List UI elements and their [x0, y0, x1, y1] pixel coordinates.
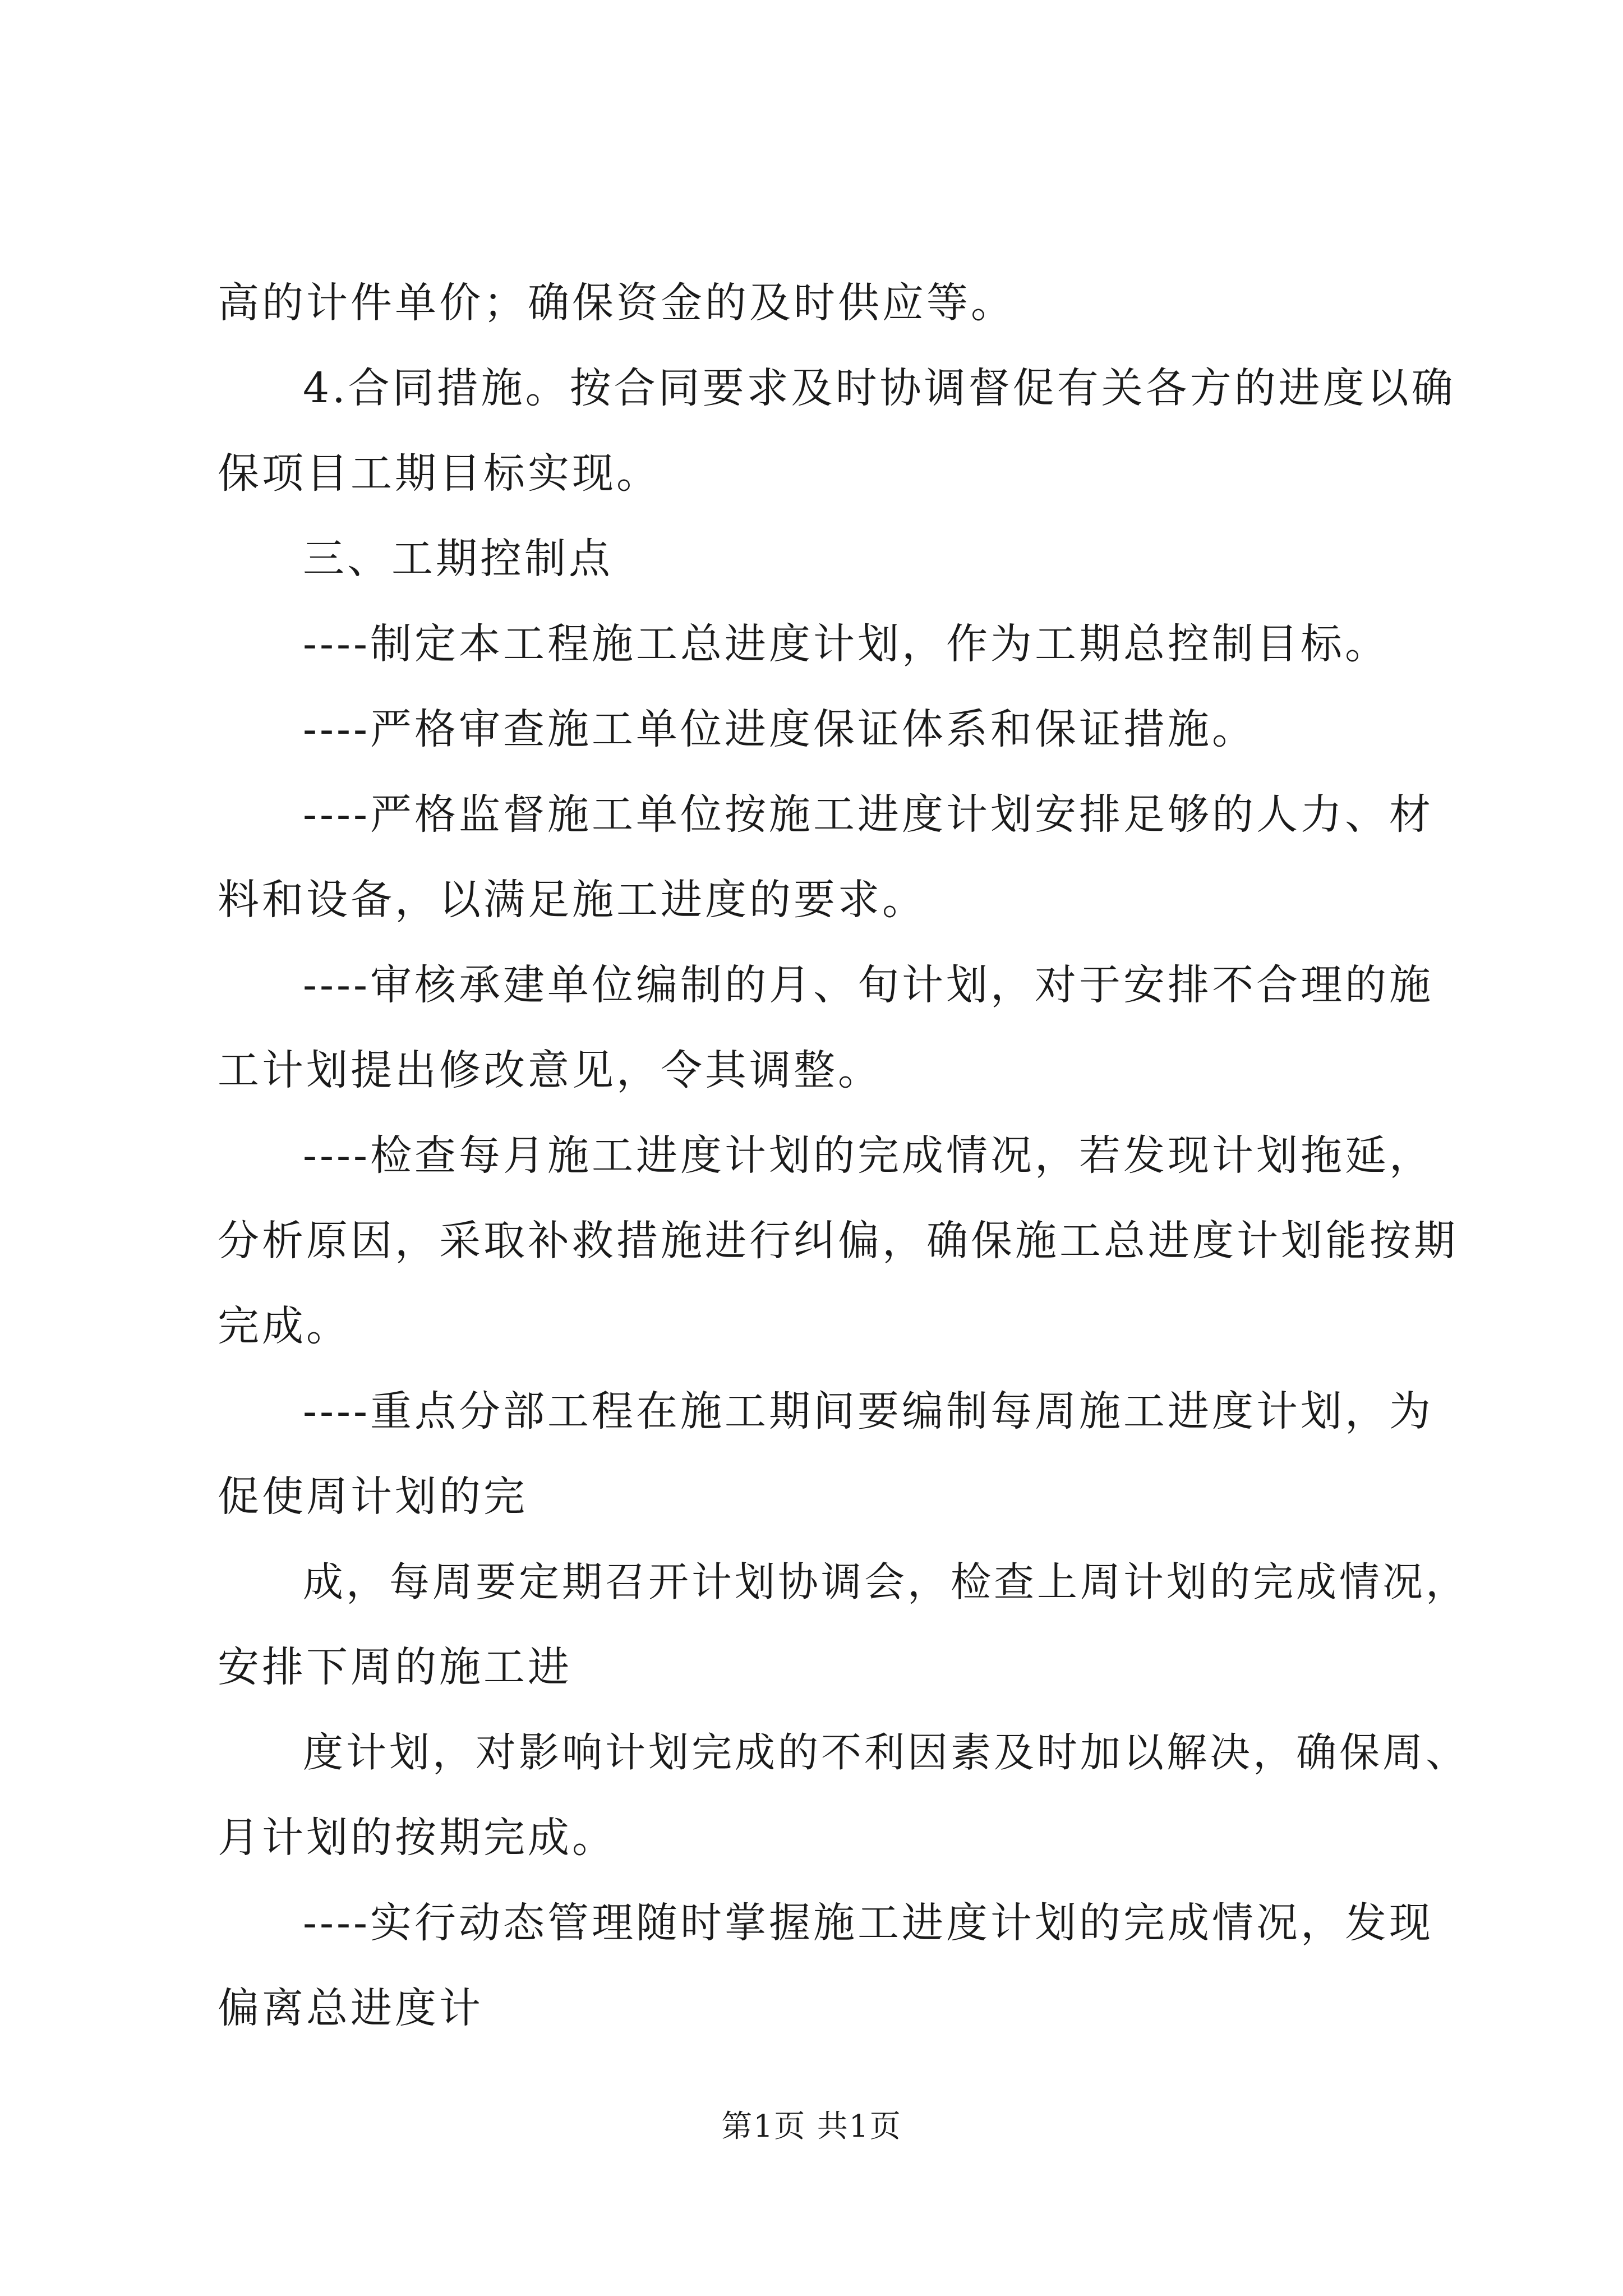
- text-line-10: 工计划提出修改意见，令其调整。: [218, 1046, 882, 1094]
- text-line-5: ----制定本工程施工总进度计划，作为工期总控制目标。: [303, 620, 1390, 668]
- text-line-15: 促使周计划的完: [218, 1473, 528, 1521]
- text-line-12: 分析原因，采取补救措施进行纠偏，确保施工总进度计划能按期: [218, 1217, 1458, 1265]
- text-line-9: ----审核承建单位编制的月、旬计划，对于安排不合理的施: [303, 961, 1434, 1009]
- text-line-2: 4.合同措施。按合同要求及时协调督促有关各方的进度以确: [303, 364, 1456, 412]
- text-line-17: 安排下周的施工进: [218, 1643, 572, 1691]
- text-line-1: 高的计件单价；确保资金的及时供应等。: [218, 279, 1015, 327]
- text-line-19: 月计划的按期完成。: [218, 1814, 616, 1862]
- text-line-21: 偏离总进度计: [218, 1984, 483, 2032]
- text-line-3: 保项目工期目标实现。: [218, 449, 661, 498]
- text-line-8: 料和设备，以满足施工进度的要求。: [218, 876, 926, 924]
- text-line-6: ----严格审查施工单位进度保证体系和保证措施。: [303, 705, 1257, 753]
- page-number-footer: 第1页 共1页: [721, 2108, 902, 2144]
- text-line-7: ----严格监督施工单位按施工进度计划安排足够的人力、材: [303, 790, 1434, 839]
- text-line-13: 完成。: [218, 1302, 351, 1350]
- text-line-20: ----实行动态管理随时掌握施工进度计划的完成情况，发现: [303, 1899, 1434, 1947]
- text-line-16: 成，每周要定期召开计划协调会，检查上周计划的完成情况，: [303, 1558, 1469, 1605]
- text-line-18: 度计划，对影响计划完成的不利因素及时加以解决，确保周、: [303, 1729, 1469, 1776]
- text-line-14: ----重点分部工程在施工期间要编制每周施工进度计划，为: [303, 1387, 1434, 1435]
- section-heading: 三、工期控制点: [303, 535, 613, 583]
- text-line-11: ----检查每月施工进度计划的完成情况，若发现计划拖延，: [303, 1131, 1434, 1180]
